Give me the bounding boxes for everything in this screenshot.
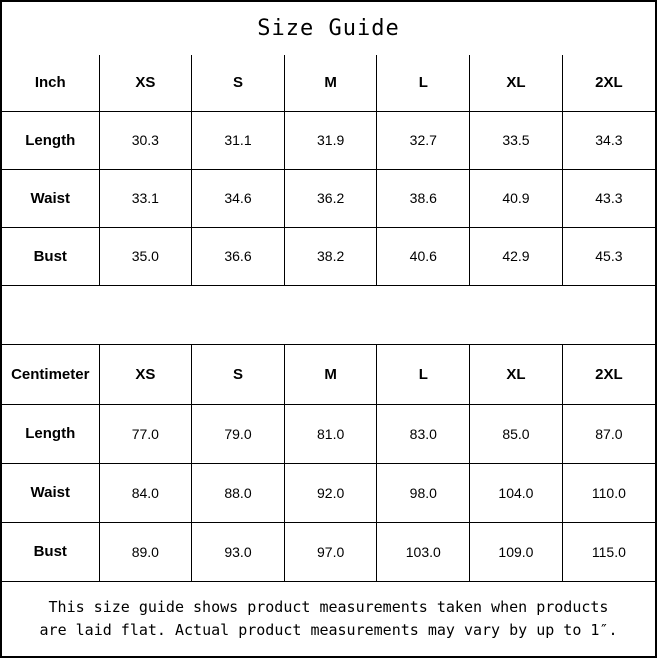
inch-table bbox=[2, 55, 655, 285]
inch-bust-label: Bust bbox=[2, 227, 99, 285]
cm-waist-label: Waist bbox=[2, 463, 99, 522]
cm-bust-xs: 89.0 bbox=[99, 522, 192, 581]
cm-length-m: 81.0 bbox=[284, 404, 377, 463]
footer-note-line2: are laid flat. Actual product measurements may vary by up to 1″. bbox=[39, 621, 618, 639]
inch-bust-xs: 35.0 bbox=[99, 227, 192, 285]
inch-bust-row bbox=[2, 227, 655, 285]
cm-bust-label: Bust bbox=[2, 522, 99, 581]
cm-length-row bbox=[2, 404, 655, 463]
inch-size-header-s: S bbox=[192, 55, 285, 111]
spacer-row bbox=[2, 285, 655, 345]
cm-waist-xl: 104.0 bbox=[470, 463, 563, 522]
inch-waist-s: 34.6 bbox=[192, 169, 285, 227]
inch-waist-l: 38.6 bbox=[377, 169, 470, 227]
inch-bust-xl: 42.9 bbox=[470, 227, 563, 285]
cm-bust-row bbox=[2, 522, 655, 581]
cm-length-label: Length bbox=[2, 404, 99, 463]
cm-bust-l: 103.0 bbox=[377, 522, 470, 581]
inch-size-header-xl: XL bbox=[470, 55, 563, 111]
cm-bust-xl: 109.0 bbox=[470, 522, 563, 581]
cm-waist-m: 92.0 bbox=[284, 463, 377, 522]
cm-waist-row bbox=[2, 463, 655, 522]
inch-length-l: 32.7 bbox=[377, 111, 470, 169]
inch-bust-m: 38.2 bbox=[284, 227, 377, 285]
cm-length-l: 83.0 bbox=[377, 404, 470, 463]
cm-waist-s: 88.0 bbox=[192, 463, 285, 522]
cm-waist-2xl: 110.0 bbox=[562, 463, 655, 522]
inch-waist-2xl: 43.3 bbox=[562, 169, 655, 227]
centimeter-table bbox=[2, 345, 655, 581]
inch-waist-label: Waist bbox=[2, 169, 99, 227]
cm-waist-l: 98.0 bbox=[377, 463, 470, 522]
inch-size-header-xs: XS bbox=[99, 55, 192, 111]
cm-bust-m: 97.0 bbox=[284, 522, 377, 581]
cm-length-2xl: 87.0 bbox=[562, 404, 655, 463]
inch-waist-row bbox=[2, 169, 655, 227]
inch-length-2xl: 34.3 bbox=[562, 111, 655, 169]
footer-note-line1: This size guide shows product measurements taken when products bbox=[48, 597, 609, 616]
cm-size-header-s: S bbox=[192, 345, 285, 404]
cm-size-header-xs: XS bbox=[99, 345, 192, 404]
inch-bust-l: 40.6 bbox=[377, 227, 470, 285]
inch-size-header-m: M bbox=[284, 55, 377, 111]
cm-size-header-xl: XL bbox=[470, 345, 563, 404]
cm-size-header-l: L bbox=[377, 345, 470, 404]
inch-length-row bbox=[2, 111, 655, 169]
cm-length-xs: 77.0 bbox=[99, 404, 192, 463]
cm-size-header-m: M bbox=[284, 345, 377, 404]
page-title: Size Guide bbox=[257, 16, 400, 41]
inch-length-xs: 30.3 bbox=[99, 111, 192, 169]
cm-length-s: 79.0 bbox=[192, 404, 285, 463]
inch-header-row bbox=[2, 55, 655, 111]
inch-size-header-l: L bbox=[377, 55, 470, 111]
inch-length-m: 31.9 bbox=[284, 111, 377, 169]
inch-size-header-2xl: 2XL bbox=[562, 55, 655, 111]
cm-header-row bbox=[2, 345, 655, 404]
inch-length-label: Length bbox=[2, 111, 99, 169]
cm-waist-xs: 84.0 bbox=[99, 463, 192, 522]
cm-unit-label: Centimeter bbox=[2, 345, 99, 404]
inch-unit-label: Inch bbox=[2, 55, 99, 111]
inch-length-xl: 33.5 bbox=[470, 111, 563, 169]
footer-note bbox=[2, 581, 655, 656]
inch-waist-xl: 40.9 bbox=[470, 169, 563, 227]
inch-bust-2xl: 45.3 bbox=[562, 227, 655, 285]
cm-length-xl: 85.0 bbox=[470, 404, 563, 463]
inch-bust-s: 36.6 bbox=[192, 227, 285, 285]
inch-waist-m: 36.2 bbox=[284, 169, 377, 227]
inch-waist-xs: 33.1 bbox=[99, 169, 192, 227]
inch-length-s: 31.1 bbox=[192, 111, 285, 169]
cm-bust-s: 93.0 bbox=[192, 522, 285, 581]
cm-bust-2xl: 115.0 bbox=[562, 522, 655, 581]
cm-size-header-2xl: 2XL bbox=[562, 345, 655, 404]
